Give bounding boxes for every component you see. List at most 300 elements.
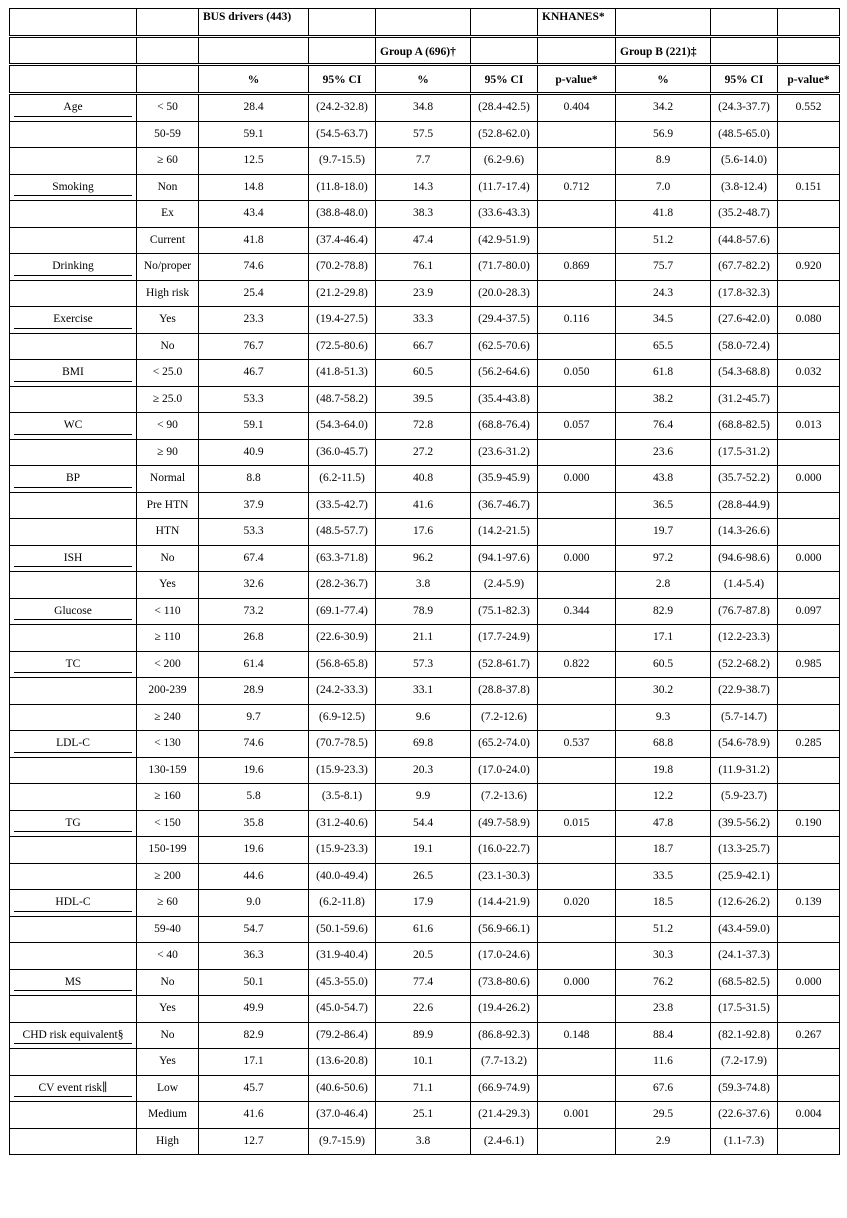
group-b-ci: (5.9-23.7) bbox=[711, 784, 778, 811]
group-a-ci: (94.1-97.6) bbox=[471, 545, 538, 572]
group-a-pvalue bbox=[538, 492, 616, 519]
group-a-pct: 78.9 bbox=[376, 598, 471, 625]
category-label: Yes bbox=[137, 572, 199, 599]
group-b-ci: (52.2-68.2) bbox=[711, 651, 778, 678]
group-b-pvalue: 0.004 bbox=[778, 1102, 840, 1129]
header-empty bbox=[10, 37, 137, 65]
group-a-pct: 77.4 bbox=[376, 969, 471, 996]
variable-label bbox=[10, 863, 137, 890]
group-b-pvalue bbox=[778, 280, 840, 307]
group-a-pct: 41.6 bbox=[376, 492, 471, 519]
group-b-ci: (24.1-37.3) bbox=[711, 943, 778, 970]
bus-ci: (19.4-27.5) bbox=[309, 307, 376, 334]
header-empty bbox=[778, 37, 840, 65]
bus-pct: 43.4 bbox=[199, 201, 309, 228]
bus-ci: (70.2-78.8) bbox=[309, 254, 376, 281]
group-b-pvalue bbox=[778, 1075, 840, 1102]
table-row bbox=[10, 254, 840, 281]
bus-ci: (9.7-15.9) bbox=[309, 1128, 376, 1155]
group-b-ci: (59.3-74.8) bbox=[711, 1075, 778, 1102]
category-label: Current bbox=[137, 227, 199, 254]
group-a-pvalue: 0.015 bbox=[538, 810, 616, 837]
group-a-pct: 20.3 bbox=[376, 757, 471, 784]
group-b-ci: (67.7-82.2) bbox=[711, 254, 778, 281]
bus-pct: 25.4 bbox=[199, 280, 309, 307]
group-b-ci: (1.4-5.4) bbox=[711, 572, 778, 599]
group-b-pvalue bbox=[778, 439, 840, 466]
table-row bbox=[10, 704, 840, 731]
group-a-pvalue: 0.116 bbox=[538, 307, 616, 334]
variable-label bbox=[10, 386, 137, 413]
group-b-pct: 88.4 bbox=[616, 1022, 711, 1049]
group-b-pvalue bbox=[778, 863, 840, 890]
bus-ci: (31.9-40.4) bbox=[309, 943, 376, 970]
group-a-pvalue: 0.057 bbox=[538, 413, 616, 440]
group-a-ci: (14.2-21.5) bbox=[471, 519, 538, 546]
group-b-ci: (12.2-23.3) bbox=[711, 625, 778, 652]
group-a-ci: (17.0-24.0) bbox=[471, 757, 538, 784]
group-a-pct: 14.3 bbox=[376, 174, 471, 201]
table-row bbox=[10, 94, 840, 122]
group-b-pct: 19.7 bbox=[616, 519, 711, 546]
group-b-ci: (82.1-92.8) bbox=[711, 1022, 778, 1049]
header-ci: 95% CI bbox=[711, 65, 778, 94]
category-label: < 150 bbox=[137, 810, 199, 837]
group-b-pct: 23.8 bbox=[616, 996, 711, 1023]
group-a-ci: (11.7-17.4) bbox=[471, 174, 538, 201]
group-a-ci: (33.6-43.3) bbox=[471, 201, 538, 228]
category-label: < 200 bbox=[137, 651, 199, 678]
group-b-ci: (54.6-78.9) bbox=[711, 731, 778, 758]
variable-label bbox=[10, 121, 137, 148]
table-row bbox=[10, 333, 840, 360]
bus-pct: 44.6 bbox=[199, 863, 309, 890]
group-a-ci: (75.1-82.3) bbox=[471, 598, 538, 625]
group-a-pct: 57.5 bbox=[376, 121, 471, 148]
table-row bbox=[10, 916, 840, 943]
group-a-ci: (7.7-13.2) bbox=[471, 1049, 538, 1076]
group-b-pvalue bbox=[778, 519, 840, 546]
variable-label bbox=[10, 916, 137, 943]
table-row bbox=[10, 572, 840, 599]
group-a-pct: 60.5 bbox=[376, 360, 471, 387]
header-empty bbox=[471, 37, 538, 65]
group-b-pvalue bbox=[778, 201, 840, 228]
group-a-ci: (71.7-80.0) bbox=[471, 254, 538, 281]
group-a-pct: 3.8 bbox=[376, 1128, 471, 1155]
bus-pct: 12.5 bbox=[199, 148, 309, 175]
category-label: No/proper bbox=[137, 254, 199, 281]
group-b-pct: 51.2 bbox=[616, 227, 711, 254]
bus-ci: (40.0-49.4) bbox=[309, 863, 376, 890]
group-a-ci: (35.4-43.8) bbox=[471, 386, 538, 413]
group-a-pvalue: 0.148 bbox=[538, 1022, 616, 1049]
variable-label: TC bbox=[10, 651, 137, 678]
bus-ci: (40.6-50.6) bbox=[309, 1075, 376, 1102]
variable-label bbox=[10, 492, 137, 519]
table-row bbox=[10, 413, 840, 440]
table-row bbox=[10, 651, 840, 678]
group-b-pct: 34.5 bbox=[616, 307, 711, 334]
table-row bbox=[10, 996, 840, 1023]
group-b-ci: (44.8-57.6) bbox=[711, 227, 778, 254]
group-b-pvalue bbox=[778, 1128, 840, 1155]
bus-ci: (9.7-15.5) bbox=[309, 148, 376, 175]
group-a-pct: 69.8 bbox=[376, 731, 471, 758]
header-bus-drivers: BUS drivers (443) bbox=[199, 9, 309, 37]
group-b-pct: 24.3 bbox=[616, 280, 711, 307]
table-row bbox=[10, 890, 840, 917]
group-b-pvalue bbox=[778, 333, 840, 360]
group-b-ci: (3.8-12.4) bbox=[711, 174, 778, 201]
header-empty bbox=[309, 37, 376, 65]
variable-label bbox=[10, 1102, 137, 1129]
group-b-ci: (76.7-87.8) bbox=[711, 598, 778, 625]
table-row bbox=[10, 386, 840, 413]
bus-pct: 46.7 bbox=[199, 360, 309, 387]
header-pct: % bbox=[376, 65, 471, 94]
table-row bbox=[10, 784, 840, 811]
table-row bbox=[10, 969, 840, 996]
header-ci: 95% CI bbox=[471, 65, 538, 94]
group-a-ci: (23.6-31.2) bbox=[471, 439, 538, 466]
bus-pct: 82.9 bbox=[199, 1022, 309, 1049]
header-empty bbox=[10, 9, 137, 37]
variable-label: MS bbox=[10, 969, 137, 996]
bus-ci: (72.5-80.6) bbox=[309, 333, 376, 360]
variable-label: TG bbox=[10, 810, 137, 837]
category-label: Non bbox=[137, 174, 199, 201]
header-empty bbox=[10, 65, 137, 94]
group-b-ci: (68.8-82.5) bbox=[711, 413, 778, 440]
group-b-pvalue bbox=[778, 1049, 840, 1076]
group-b-ci: (17.8-32.3) bbox=[711, 280, 778, 307]
bus-pct: 74.6 bbox=[199, 731, 309, 758]
group-b-pct: 2.8 bbox=[616, 572, 711, 599]
bus-ci: (70.7-78.5) bbox=[309, 731, 376, 758]
group-b-pct: 67.6 bbox=[616, 1075, 711, 1102]
variable-label bbox=[10, 625, 137, 652]
table-row bbox=[10, 625, 840, 652]
category-label: < 90 bbox=[137, 413, 199, 440]
bus-ci: (45.0-54.7) bbox=[309, 996, 376, 1023]
header-group-a: Group A (696)† bbox=[376, 37, 471, 65]
group-b-pvalue: 0.267 bbox=[778, 1022, 840, 1049]
category-label: High bbox=[137, 1128, 199, 1155]
bus-pct: 9.0 bbox=[199, 890, 309, 917]
group-b-pvalue: 0.013 bbox=[778, 413, 840, 440]
bus-ci: (15.9-23.3) bbox=[309, 757, 376, 784]
group-a-pvalue: 0.020 bbox=[538, 890, 616, 917]
group-a-pvalue: 0.000 bbox=[538, 466, 616, 493]
group-a-pct: 20.5 bbox=[376, 943, 471, 970]
header-empty bbox=[137, 65, 199, 94]
group-a-ci: (68.8-76.4) bbox=[471, 413, 538, 440]
group-a-ci: (28.4-42.5) bbox=[471, 94, 538, 122]
table-row bbox=[10, 545, 840, 572]
header-knhanes: KNHANES* bbox=[538, 9, 616, 37]
group-b-pvalue: 0.151 bbox=[778, 174, 840, 201]
group-a-pct: 27.2 bbox=[376, 439, 471, 466]
group-a-ci: (2.4-5.9) bbox=[471, 572, 538, 599]
group-b-ci: (31.2-45.7) bbox=[711, 386, 778, 413]
category-label: ≥ 240 bbox=[137, 704, 199, 731]
group-a-ci: (17.7-24.9) bbox=[471, 625, 538, 652]
group-a-pct: 54.4 bbox=[376, 810, 471, 837]
group-b-ci: (28.8-44.9) bbox=[711, 492, 778, 519]
group-a-pct: 22.6 bbox=[376, 996, 471, 1023]
header-empty bbox=[616, 9, 711, 37]
group-a-pct: 47.4 bbox=[376, 227, 471, 254]
bus-pct: 26.8 bbox=[199, 625, 309, 652]
bus-pct: 49.9 bbox=[199, 996, 309, 1023]
group-a-ci: (7.2-13.6) bbox=[471, 784, 538, 811]
group-a-pvalue: 0.712 bbox=[538, 174, 616, 201]
table-row bbox=[10, 863, 840, 890]
group-b-pvalue bbox=[778, 386, 840, 413]
variable-label bbox=[10, 572, 137, 599]
variable-label bbox=[10, 1049, 137, 1076]
header-row-2 bbox=[10, 37, 840, 65]
bus-pct: 40.9 bbox=[199, 439, 309, 466]
group-a-pvalue bbox=[538, 386, 616, 413]
group-b-pct: 76.2 bbox=[616, 969, 711, 996]
group-a-pvalue: 0.000 bbox=[538, 545, 616, 572]
group-a-pvalue bbox=[538, 916, 616, 943]
group-b-pct: 17.1 bbox=[616, 625, 711, 652]
bus-ci: (79.2-86.4) bbox=[309, 1022, 376, 1049]
category-label: < 50 bbox=[137, 94, 199, 122]
header-empty bbox=[711, 9, 778, 37]
group-b-pct: 76.4 bbox=[616, 413, 711, 440]
group-a-pvalue: 0.344 bbox=[538, 598, 616, 625]
table-row bbox=[10, 360, 840, 387]
group-a-ci: (29.4-37.5) bbox=[471, 307, 538, 334]
variable-label: CV event risk∥ bbox=[10, 1075, 137, 1102]
group-b-pct: 30.2 bbox=[616, 678, 711, 705]
bus-pct: 19.6 bbox=[199, 757, 309, 784]
group-a-pvalue bbox=[538, 201, 616, 228]
group-b-pvalue: 0.920 bbox=[778, 254, 840, 281]
group-a-pvalue bbox=[538, 837, 616, 864]
bus-ci: (6.2-11.8) bbox=[309, 890, 376, 917]
header-pvalue: p-value* bbox=[778, 65, 840, 94]
variable-label bbox=[10, 678, 137, 705]
group-a-pvalue bbox=[538, 678, 616, 705]
group-a-ci: (56.2-64.6) bbox=[471, 360, 538, 387]
bus-ci: (33.5-42.7) bbox=[309, 492, 376, 519]
table-row bbox=[10, 598, 840, 625]
group-b-pvalue bbox=[778, 678, 840, 705]
group-b-pct: 61.8 bbox=[616, 360, 711, 387]
group-b-pct: 2.9 bbox=[616, 1128, 711, 1155]
group-b-pct: 65.5 bbox=[616, 333, 711, 360]
variable-label bbox=[10, 943, 137, 970]
group-b-pct: 19.8 bbox=[616, 757, 711, 784]
group-a-pvalue bbox=[538, 121, 616, 148]
bus-ci: (63.3-71.8) bbox=[309, 545, 376, 572]
table-row bbox=[10, 1022, 840, 1049]
group-a-ci: (21.4-29.3) bbox=[471, 1102, 538, 1129]
table-row bbox=[10, 439, 840, 466]
group-b-pct: 38.2 bbox=[616, 386, 711, 413]
group-b-pvalue: 0.985 bbox=[778, 651, 840, 678]
group-b-pct: 97.2 bbox=[616, 545, 711, 572]
group-a-pvalue: 0.869 bbox=[538, 254, 616, 281]
table-row bbox=[10, 201, 840, 228]
header-empty bbox=[376, 9, 471, 37]
group-a-ci: (49.7-58.9) bbox=[471, 810, 538, 837]
header-empty bbox=[199, 37, 309, 65]
group-a-pct: 17.6 bbox=[376, 519, 471, 546]
table-row bbox=[10, 1128, 840, 1155]
category-label: Yes bbox=[137, 307, 199, 334]
variable-label bbox=[10, 201, 137, 228]
category-label: No bbox=[137, 333, 199, 360]
group-b-ci: (12.6-26.2) bbox=[711, 890, 778, 917]
header-ci: 95% CI bbox=[309, 65, 376, 94]
variable-label bbox=[10, 704, 137, 731]
category-label: Yes bbox=[137, 1049, 199, 1076]
bus-ci: (54.5-63.7) bbox=[309, 121, 376, 148]
group-a-ci: (73.8-80.6) bbox=[471, 969, 538, 996]
bus-pct: 32.6 bbox=[199, 572, 309, 599]
group-a-pct: 33.1 bbox=[376, 678, 471, 705]
group-a-pvalue bbox=[538, 1049, 616, 1076]
variable-label: BP bbox=[10, 466, 137, 493]
group-a-pct: 23.9 bbox=[376, 280, 471, 307]
header-pct: % bbox=[199, 65, 309, 94]
group-b-ci: (94.6-98.6) bbox=[711, 545, 778, 572]
group-b-ci: (7.2-17.9) bbox=[711, 1049, 778, 1076]
table-row bbox=[10, 757, 840, 784]
bus-ci: (11.8-18.0) bbox=[309, 174, 376, 201]
group-a-ci: (17.0-24.6) bbox=[471, 943, 538, 970]
category-label: Pre HTN bbox=[137, 492, 199, 519]
group-a-ci: (65.2-74.0) bbox=[471, 731, 538, 758]
group-a-pvalue bbox=[538, 704, 616, 731]
bus-pct: 45.7 bbox=[199, 1075, 309, 1102]
group-b-pvalue: 0.552 bbox=[778, 94, 840, 122]
table-row bbox=[10, 466, 840, 493]
group-a-pvalue: 0.000 bbox=[538, 969, 616, 996]
group-a-pvalue: 0.404 bbox=[538, 94, 616, 122]
group-a-pvalue bbox=[538, 1128, 616, 1155]
variable-label bbox=[10, 280, 137, 307]
table-row bbox=[10, 731, 840, 758]
group-b-pvalue: 0.285 bbox=[778, 731, 840, 758]
group-a-ci: (28.8-37.8) bbox=[471, 678, 538, 705]
table-row bbox=[10, 1075, 840, 1102]
group-a-pct: 96.2 bbox=[376, 545, 471, 572]
bus-pct: 19.6 bbox=[199, 837, 309, 864]
bus-ci: (24.2-33.3) bbox=[309, 678, 376, 705]
group-b-pvalue bbox=[778, 996, 840, 1023]
variable-label: Smoking bbox=[10, 174, 137, 201]
group-b-pvalue bbox=[778, 784, 840, 811]
group-a-pct: 89.9 bbox=[376, 1022, 471, 1049]
group-b-ci: (22.6-37.6) bbox=[711, 1102, 778, 1129]
header-pct: % bbox=[616, 65, 711, 94]
category-label: 150-199 bbox=[137, 837, 199, 864]
table-row bbox=[10, 943, 840, 970]
group-b-ci: (48.5-65.0) bbox=[711, 121, 778, 148]
group-a-ci: (56.9-66.1) bbox=[471, 916, 538, 943]
group-a-ci: (7.2-12.6) bbox=[471, 704, 538, 731]
group-b-pvalue bbox=[778, 625, 840, 652]
bus-ci: (69.1-77.4) bbox=[309, 598, 376, 625]
category-label: ≥ 110 bbox=[137, 625, 199, 652]
header-pvalue: p-value* bbox=[538, 65, 616, 94]
group-a-pct: 3.8 bbox=[376, 572, 471, 599]
variable-label: LDL-C bbox=[10, 731, 137, 758]
variable-label bbox=[10, 227, 137, 254]
table-row bbox=[10, 121, 840, 148]
table-row bbox=[10, 837, 840, 864]
bus-pct: 53.3 bbox=[199, 386, 309, 413]
group-b-pct: 7.0 bbox=[616, 174, 711, 201]
group-b-ci: (35.2-48.7) bbox=[711, 201, 778, 228]
group-a-pvalue bbox=[538, 784, 616, 811]
group-a-pct: 25.1 bbox=[376, 1102, 471, 1129]
bus-pct: 9.7 bbox=[199, 704, 309, 731]
group-b-pct: 41.8 bbox=[616, 201, 711, 228]
group-b-pct: 68.8 bbox=[616, 731, 711, 758]
group-a-pct: 61.6 bbox=[376, 916, 471, 943]
group-b-pvalue bbox=[778, 148, 840, 175]
group-a-ci: (66.9-74.9) bbox=[471, 1075, 538, 1102]
group-b-pvalue: 0.032 bbox=[778, 360, 840, 387]
bus-ci: (21.2-29.8) bbox=[309, 280, 376, 307]
variable-label: Age bbox=[10, 94, 137, 122]
bus-ci: (41.8-51.3) bbox=[309, 360, 376, 387]
category-label: ≥ 60 bbox=[137, 890, 199, 917]
group-a-pvalue bbox=[538, 572, 616, 599]
variable-label: Glucose bbox=[10, 598, 137, 625]
category-label: No bbox=[137, 969, 199, 996]
bus-ci: (28.2-36.7) bbox=[309, 572, 376, 599]
bus-pct: 23.3 bbox=[199, 307, 309, 334]
group-b-pct: 18.7 bbox=[616, 837, 711, 864]
bus-ci: (45.3-55.0) bbox=[309, 969, 376, 996]
bus-ci: (48.7-58.2) bbox=[309, 386, 376, 413]
group-b-pvalue: 0.139 bbox=[778, 890, 840, 917]
category-label: No bbox=[137, 1022, 199, 1049]
header-group-b: Group B (221)‡ bbox=[616, 37, 711, 65]
bus-pct: 61.4 bbox=[199, 651, 309, 678]
group-a-pvalue bbox=[538, 148, 616, 175]
variable-label bbox=[10, 996, 137, 1023]
group-a-ci: (52.8-62.0) bbox=[471, 121, 538, 148]
bus-pct: 74.6 bbox=[199, 254, 309, 281]
bus-pct: 41.6 bbox=[199, 1102, 309, 1129]
group-a-pct: 26.5 bbox=[376, 863, 471, 890]
bus-pct: 53.3 bbox=[199, 519, 309, 546]
bus-pct: 28.9 bbox=[199, 678, 309, 705]
bus-ci: (22.6-30.9) bbox=[309, 625, 376, 652]
group-b-pvalue bbox=[778, 227, 840, 254]
category-label: 200-239 bbox=[137, 678, 199, 705]
variable-label bbox=[10, 333, 137, 360]
group-a-pvalue bbox=[538, 227, 616, 254]
group-a-pct: 17.9 bbox=[376, 890, 471, 917]
category-label: Yes bbox=[137, 996, 199, 1023]
bus-ci: (56.8-65.8) bbox=[309, 651, 376, 678]
group-a-ci: (86.8-92.3) bbox=[471, 1022, 538, 1049]
table-row bbox=[10, 519, 840, 546]
group-a-pvalue bbox=[538, 943, 616, 970]
group-b-ci: (43.4-59.0) bbox=[711, 916, 778, 943]
